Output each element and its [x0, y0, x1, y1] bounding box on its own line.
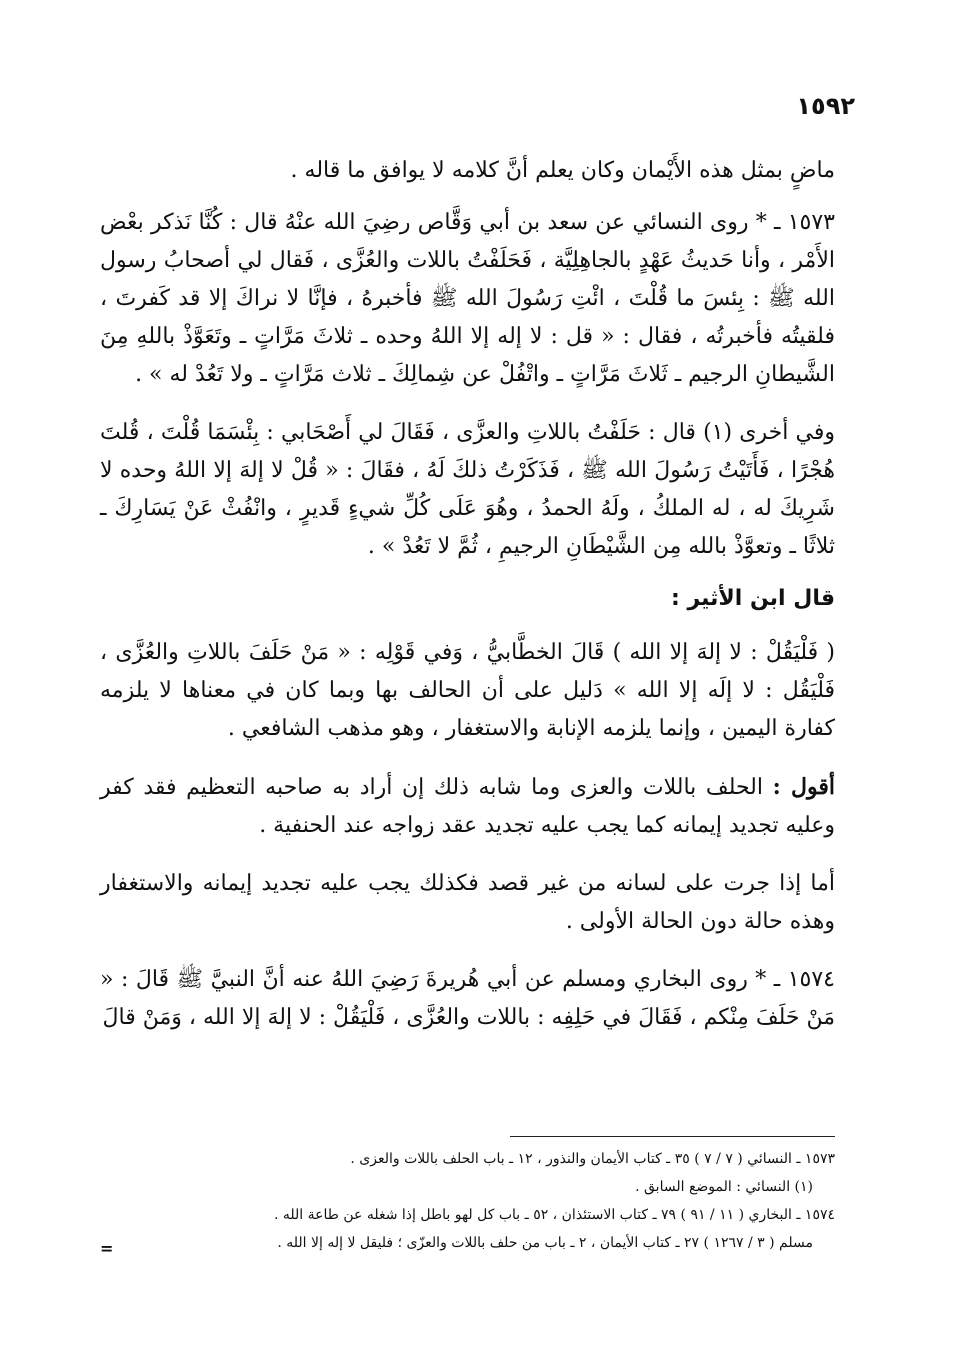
hadith-1573-variant: وفي أخرى (١) قال : حَلَفْتُ باللاتِ والعزَّى ، فَقَالَ لي أَصْحَابي : بِئْسَمَا قُلْتَ ، قُلتَ هُجْرًا ، فَأَتَيْتُ رَسُولَ الله ﷺ ، فَذَكَرْتُ ذلكَ لَهُ ، فقَالَ : « قُلْ لا إلهَ إلا اللهُ وحده لا شَرِيكَ له ، له الملكُ ، ولَهُ الحمدُ ، وهُوَ عَلَى كُلِّ شيءٍ قَديرٍ ، وانْفُثْ عَنْ يَسَارِكَ ـ ثلاثًا ـ وتعوَّذْ بالله مِن الشَّيْطَانِ الرجيمِ ، ثُمَّ لا تَعُدْ » .	[100, 420, 835, 559]
footnote-1573: ١٥٧٣ ـ النسائي ( ٧ / ٧ ) ٣٥ ـ كتاب الأيمان والنذور ، ١٢ ـ باب الحلف باللات والعزى .	[350, 1151, 835, 1167]
author-comment-label: أقول :	[772, 774, 835, 800]
hadith-1574: ١٥٧٤ ـ * روى البخاري ومسلم عن أبي هُريرةَ رَضِيَ اللهُ عنه أنَّ النبيَّ ﷺ قَالَ : « مَنْ حَلَفَ مِنْكم ، فَقَالَ في حَلِفِه : باللات والعُزَّى ، فَلْيَقُلْ : لا إلهَ إلا الله ، وَمَنْ قالَ	[100, 967, 835, 1030]
author-comment-continued: أما إذا جرت على لسانه من غير قصد فكذلك يجب عليه تجديد إيمانه والاستغفار وهذه حالة دون الحالة الأولى .	[100, 871, 836, 934]
footnote-divider	[510, 1136, 835, 1137]
section-heading: قال ابن الأثير :	[671, 586, 835, 611]
paragraph-intro: ماضٍ بمثل هذه الأَيْمان وكان يعلم أنَّ كلامه لا يوافق ما قاله .	[290, 158, 835, 183]
page-number: ١٥٩٢	[796, 92, 855, 120]
footnote-1: (١) النسائي : الموضع السابق .	[635, 1179, 813, 1195]
author-comment	[100, 768, 835, 845]
footnote-1574: ١٥٧٤ ـ البخاري ( ١١ / ٩١ ) ٧٩ ـ كتاب الاستئذان ، ٥٢ ـ باب كل لهو باطل إذا شغله عن طاعة الله .	[274, 1207, 835, 1223]
author-comment-text: الحلف باللات والعزى وما شابه ذلك إن أراد به صاحبه التعظيم فقد كفر وعليه تجديد إيمانه كما يجب عليه تجديد عقد زواجه عند الحنفية .	[100, 775, 835, 838]
main-text	[100, 152, 835, 1057]
continuation-mark: =	[100, 1239, 114, 1258]
footnotes	[100, 1145, 835, 1257]
hadith-1573: ١٥٧٣ ـ * روى النسائي عن سعد بن أبي وَقَّاص رضِيَ الله عنْهُ قال : كُنَّا نَذكر بعْض الأَمْر ، وأنا حَديثُ عَهْدٍ بالجاهِلِيَّة ، فَحَلَفْتُ باللات والعُزَّى ، فَقال لي أصحابُ رسول الله ﷺ : بِئسَ ما قُلْتَ ، ائْتِ رَسُولَ الله ﷺ فأخبرهُ ، فإنَّا لا نراكَ إلا قد كَفرتَ ، فلقيتُه فأخبرتُه ، فقال : « قل : لا إله إلا اللهُ وحده ـ ثلاثَ مَرَّاتٍ ـ وتَعَوَّذْ باللهِ مِنَ الشَّيطانِ الرجيم ـ ثَلاثَ مَرَّاتٍ ـ واتْفُلْ عن شِمالِكَ ـ ثلاث مَرَّاتٍ ـ ولا تَعُدْ له » .	[100, 210, 835, 387]
footnote-1574-muslim: مسلم ( ٣ / ١٢٦٧ ) ٢٧ ـ كتاب الأيمان ، ٢ ـ باب من حلف باللات والعزّى ؛ فليقل لا إله إلا الله .	[277, 1235, 813, 1251]
ibn-al-athir-commentary: ( فَلْيَقُلْ : لا إلهَ إلا الله ) قَالَ الخطَّابيُّ ، وَفي قَوْلِه : « مَنْ حَلَفَ باللاتِ والعُزَّى ، فَلْيَقُل : لا إلَه إلا الله » دَليل على أن الحالف بها وبما كان في معناها لا يلزمه كفارة اليمين ، وإنما يلزمه الإنابة والاستغفار ، وهو مذهب الشافعي .	[100, 640, 835, 741]
